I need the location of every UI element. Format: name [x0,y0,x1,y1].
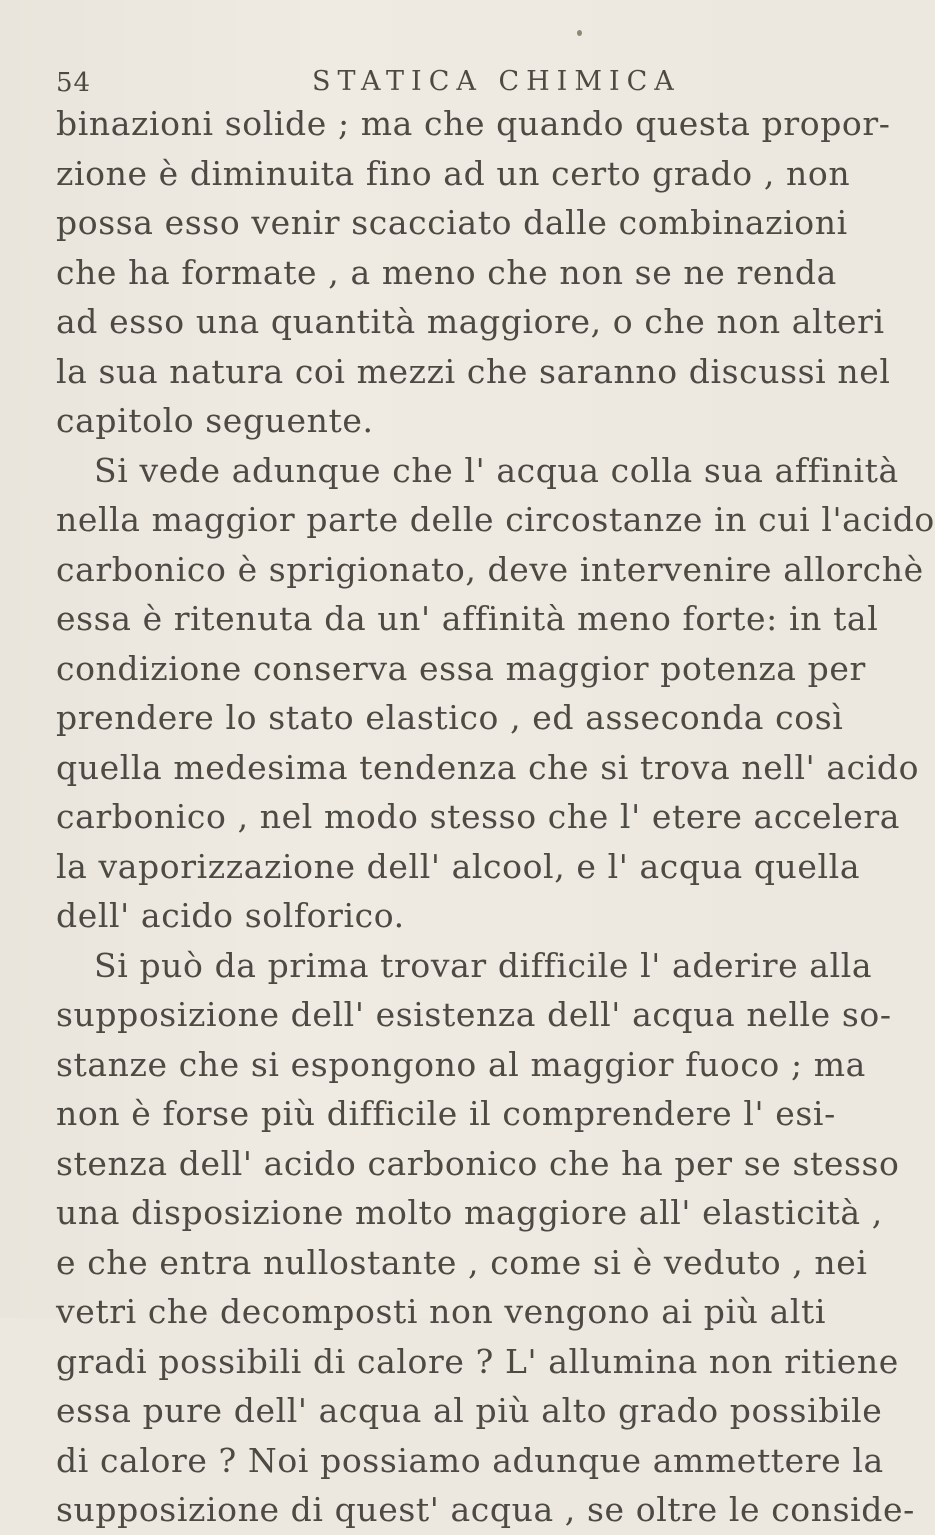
text-line: stanze che si espongono al maggior fuoco ; ma [56,1044,866,1084]
text-line: carbonico è sprigionato, deve intervenire allorchè [56,549,924,589]
body-text [56,99,935,1535]
ink-speck [577,30,582,36]
text-line: supposizione dell' esistenza dell' acqua nelle so- [56,995,892,1034]
text-line: nella maggior parte delle circostanze in cui l'acido [56,500,935,539]
text-line: una disposizione molto maggiore all' elasticità , [56,1193,883,1232]
running-head: STATICA CHIMICA [312,66,681,97]
page-number: 54 [56,68,92,98]
text-line: ad esso una quantità maggiore, o che non alteri [56,302,885,341]
text-line: che ha formate , a meno che non se ne renda [56,252,837,292]
text-line: gradi possibili di calore ? L' allumina non ritiene [56,1341,899,1381]
text-line: quella medesima tendenza che si trova nell' acido [56,747,920,787]
text-line: binazioni solide ; ma che quando questa propor- [56,104,891,143]
text-line: carbonico , nel modo stesso che l' etere accelera [56,797,901,836]
text-line: la sua natura coi mezzi che saranno discussi nel [56,351,891,391]
text-line: e che entra nullostante , come si è veduto , nei [56,1242,868,1282]
text-line: condizione conserva essa maggior potenza per [56,648,866,688]
page-header [56,62,760,102]
text-line: di calore ? Noi possiamo adunque ammettere la [56,1440,884,1480]
text-line: essa è ritenuta da un' affinità meno forte: in tal [56,599,879,638]
paragraph-first-line: Si può da prima trovar difficile l' aderire alla [94,945,873,985]
text-line: vetri che decomposti non vengono ai più alti [56,1292,827,1331]
text-line: non è forse più difficile il comprendere l' esi- [56,1094,836,1133]
text-line: capitolo seguente. [56,401,374,440]
text-line: essa pure dell' acqua al più alto grado possibile [56,1391,883,1430]
text-line: supposizione di quest' acqua , se oltre le conside- [56,1490,915,1529]
text-line: zione è diminuita fino ad un certo grado , non [56,153,851,193]
text-line: la vaporizzazione dell' alcool, e l' acqua quella [56,846,861,886]
paragraph-first-line: Si vede adunque che l' acqua colla sua affinità [94,450,899,490]
text-line: stenza dell' acido carbonico che ha per se stesso [56,1143,900,1183]
text-line: possa esso venir scacciato dalle combinazioni [56,203,848,242]
text-line: dell' acido solforico. [56,896,405,935]
text-line: prendere lo stato elastico , ed asseconda così [56,698,844,737]
